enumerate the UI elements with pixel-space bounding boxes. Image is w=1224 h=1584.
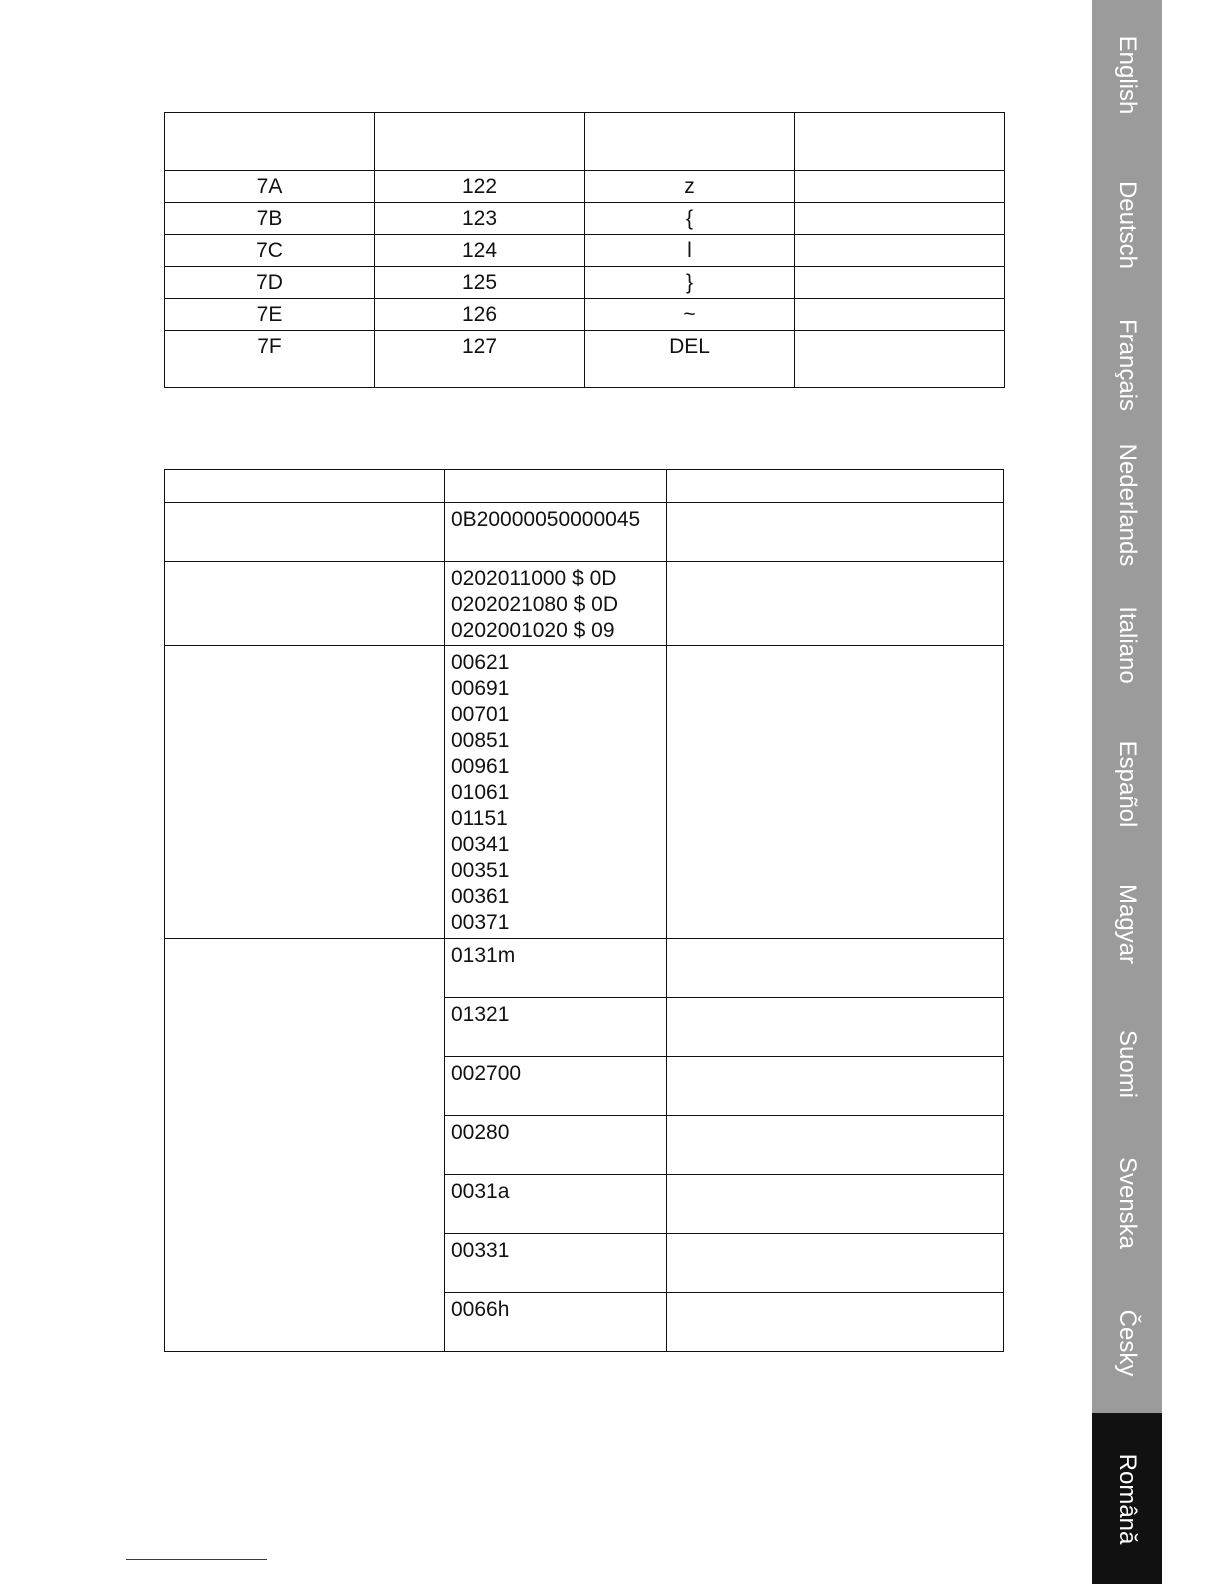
hex-cell: 7F bbox=[165, 331, 375, 388]
header-cell bbox=[445, 470, 667, 503]
table-row bbox=[165, 939, 1004, 998]
table-row bbox=[165, 267, 1005, 299]
table-row bbox=[165, 331, 1005, 388]
code-cell bbox=[445, 503, 667, 562]
lang-label: Nederlands bbox=[1114, 443, 1141, 567]
lang-tab-cesky[interactable] bbox=[1092, 1268, 1162, 1418]
lang-label: English bbox=[1114, 35, 1141, 115]
code-cell bbox=[445, 646, 667, 939]
language-sidebar bbox=[1092, 0, 1162, 1584]
header-cell bbox=[165, 113, 375, 171]
description-cell bbox=[667, 503, 1004, 562]
table-row bbox=[165, 646, 1004, 939]
lang-tab-francais[interactable] bbox=[1092, 290, 1162, 440]
lang-tab-espanol[interactable] bbox=[1092, 709, 1162, 859]
lang-label: Česky bbox=[1114, 1309, 1141, 1377]
header-cell bbox=[375, 113, 585, 171]
code-cell bbox=[445, 1116, 667, 1175]
char-cell: } bbox=[585, 267, 795, 299]
table-row bbox=[165, 235, 1005, 267]
hex-cell: 7D bbox=[165, 267, 375, 299]
description-cell bbox=[667, 1116, 1004, 1175]
dec-cell: 126 bbox=[375, 299, 585, 331]
char-cell: l bbox=[585, 235, 795, 267]
lang-label: Italiano bbox=[1114, 606, 1141, 684]
code-value: 0202001020 $ 09 bbox=[451, 619, 615, 642]
header-cell bbox=[165, 470, 445, 503]
header-cell bbox=[585, 113, 795, 171]
description-cell bbox=[667, 1293, 1004, 1352]
code-value: 00621 bbox=[451, 651, 510, 674]
code-value: 00331 bbox=[451, 1239, 510, 1262]
code-value: 0B20000050000045 bbox=[451, 508, 641, 531]
function-cell bbox=[165, 646, 445, 939]
lang-tab-svenska[interactable] bbox=[1092, 1128, 1162, 1278]
lang-label: Français bbox=[1114, 318, 1141, 412]
lang-label: Svenska bbox=[1114, 1156, 1141, 1250]
code-cell bbox=[445, 998, 667, 1057]
header-cell bbox=[667, 470, 1004, 503]
code-value: 00280 bbox=[451, 1121, 510, 1144]
dec-cell: 127 bbox=[375, 331, 585, 388]
note-cell bbox=[795, 203, 1005, 235]
hex-cell: 7A bbox=[165, 171, 375, 203]
lang-tab-italiano[interactable] bbox=[1092, 570, 1162, 720]
char-cell: ~ bbox=[585, 299, 795, 331]
lang-label: Română bbox=[1114, 1453, 1141, 1544]
hex-cell: 7E bbox=[165, 299, 375, 331]
lang-tab-romana[interactable] bbox=[1092, 1413, 1162, 1584]
ascii-code-table bbox=[164, 112, 1005, 388]
code-value: 0202011000 $ 0D bbox=[451, 567, 617, 590]
lang-label: Español bbox=[1114, 740, 1141, 828]
code-value: 002700 bbox=[451, 1062, 522, 1085]
table-row bbox=[165, 562, 1004, 646]
footer-divider bbox=[126, 1559, 267, 1560]
code-cell bbox=[445, 939, 667, 998]
function-cell bbox=[165, 503, 445, 562]
code-value: 00961 bbox=[451, 755, 510, 778]
dec-cell: 123 bbox=[375, 203, 585, 235]
code-value: 01061 bbox=[451, 781, 510, 804]
table-row bbox=[165, 299, 1005, 331]
table-row bbox=[165, 171, 1005, 203]
table-row bbox=[165, 503, 1004, 562]
note-cell bbox=[795, 331, 1005, 388]
note-cell bbox=[795, 235, 1005, 267]
code-value: 0031a bbox=[451, 1180, 510, 1203]
char-cell: z bbox=[585, 171, 795, 203]
code-value: 00691 bbox=[451, 677, 510, 700]
code-value: 00701 bbox=[451, 703, 510, 726]
hex-cell: 7C bbox=[165, 235, 375, 267]
note-cell bbox=[795, 171, 1005, 203]
description-cell bbox=[667, 939, 1004, 998]
note-cell bbox=[795, 299, 1005, 331]
code-value: 0202021080 $ 0D bbox=[451, 593, 618, 616]
function-cell bbox=[165, 562, 445, 646]
description-cell bbox=[667, 1234, 1004, 1293]
lang-tab-nederlands[interactable] bbox=[1092, 430, 1162, 580]
hex-cell: 7B bbox=[165, 203, 375, 235]
char-cell: DEL bbox=[585, 331, 795, 388]
char-cell: { bbox=[585, 203, 795, 235]
code-value: 00851 bbox=[451, 729, 510, 752]
code-cell bbox=[445, 562, 667, 646]
table-row bbox=[165, 203, 1005, 235]
lang-label: Magyar bbox=[1114, 883, 1141, 965]
dec-cell: 122 bbox=[375, 171, 585, 203]
dec-cell: 125 bbox=[375, 267, 585, 299]
code-cell bbox=[445, 1175, 667, 1234]
lang-label: Deutsch bbox=[1114, 180, 1141, 270]
code-value: 01151 bbox=[451, 807, 508, 830]
code-value: 01321 bbox=[451, 1003, 510, 1026]
code-cell bbox=[445, 1293, 667, 1352]
dec-cell: 124 bbox=[375, 235, 585, 267]
lang-tab-english[interactable] bbox=[1092, 0, 1162, 150]
lang-tab-deutsch[interactable] bbox=[1092, 150, 1162, 300]
code-value: 00361 bbox=[451, 885, 510, 908]
lang-tab-magyar[interactable] bbox=[1092, 849, 1162, 999]
code-value: 0131m bbox=[451, 944, 516, 967]
description-cell bbox=[667, 562, 1004, 646]
code-cell bbox=[445, 1057, 667, 1116]
header-cell bbox=[795, 113, 1005, 171]
lang-label: Suomi bbox=[1114, 1029, 1141, 1099]
code-value: 0066h bbox=[451, 1298, 510, 1321]
lang-tab-suomi[interactable] bbox=[1092, 989, 1162, 1139]
description-cell bbox=[667, 1057, 1004, 1116]
code-value: 00351 bbox=[451, 859, 510, 882]
description-cell bbox=[667, 646, 1004, 939]
note-cell bbox=[795, 267, 1005, 299]
code-value: 00341 bbox=[451, 833, 510, 856]
barcode-code-table bbox=[164, 469, 1004, 1352]
code-value: 00371 bbox=[451, 911, 510, 934]
description-cell bbox=[667, 1175, 1004, 1234]
table-header-row bbox=[165, 113, 1005, 171]
code-cell bbox=[445, 1234, 667, 1293]
description-cell bbox=[667, 998, 1004, 1057]
function-cell bbox=[165, 939, 445, 1352]
table-header-row bbox=[165, 470, 1004, 503]
